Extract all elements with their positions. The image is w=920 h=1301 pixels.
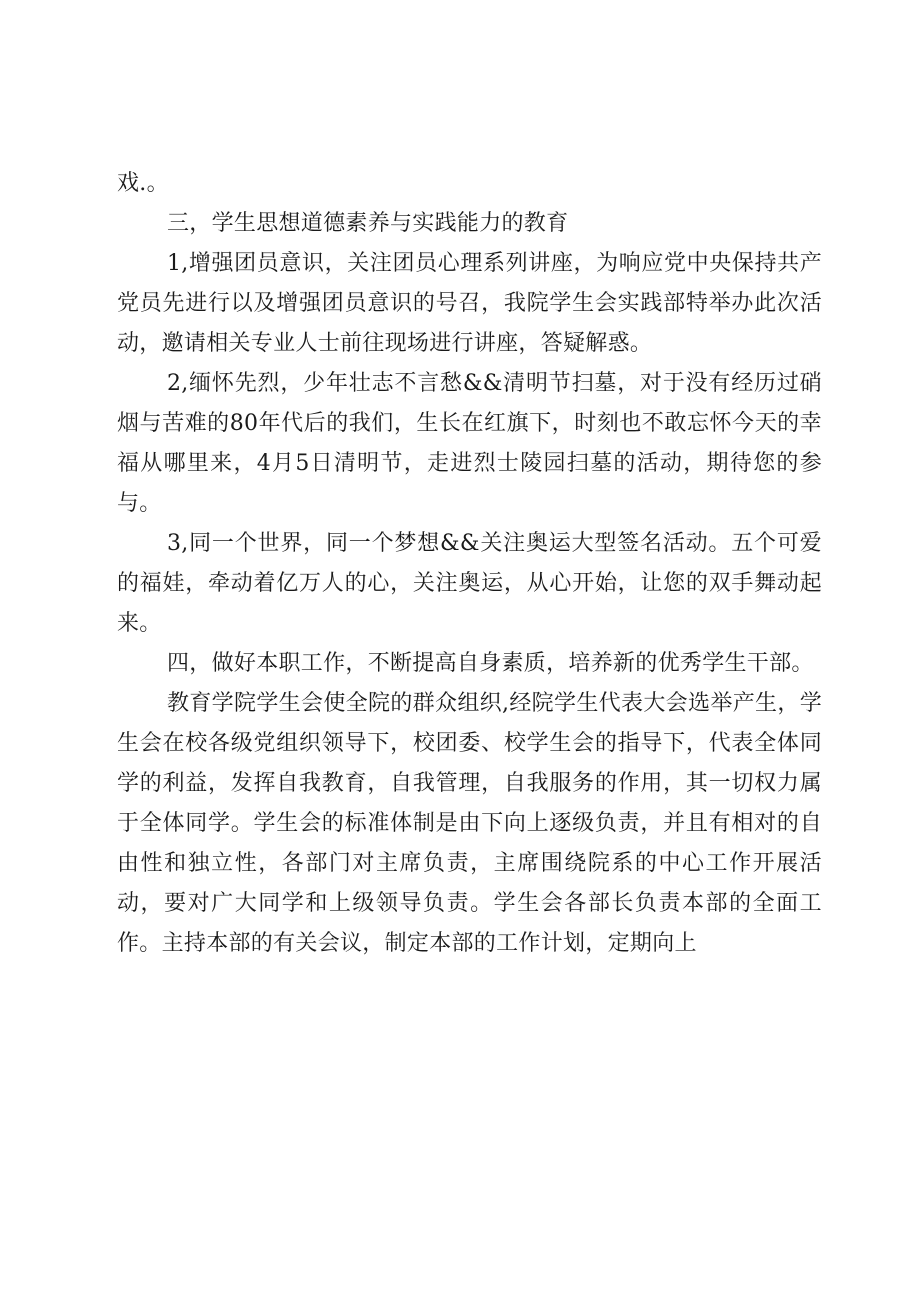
- paragraph-item-1: 1,增强团员意识，关注团员心理系列讲座，为响应党中央保持共产党员先进行以及增强团员意识的号召，我院学生会实践部特举办此次活动，邀请相关专业人士前往现场进行讲座，答疑解惑。: [117, 251, 822, 356]
- document-body: [117, 164, 822, 964]
- section-heading-three: 三，学生思想道德素养与实践能力的教育: [167, 211, 569, 236]
- paragraph-item-2: 2,缅怀先烈，少年壮志不言愁&&清明节扫墓，对于没有经历过硝烟与苦难的80年代后的我们，生长在红旗下，时刻也不敢忘怀今天的幸福从哪里来，4月5日清明节，走进烈士陵园扫墓的活动，期待您的参与。: [117, 371, 822, 516]
- paragraph-continuation: 戏.。: [117, 171, 169, 196]
- section-heading-four: 四，做好本职工作，不断提高自身素质，培养新的优秀学生干部。: [167, 651, 814, 676]
- paragraph-body: 教育学院学生会使全院的群众组织,经院学生代表大会选举产生，学生会在校各级党组织领导下，校团委、校学生会的指导下，代表全体同学的利益，发挥自我教育，自我管理，自我服务的作用，其一切权力属于全体同学。学生会的标准体制是由下向上逐级负责，并且有相对的自由性和独立性，各部门对主席负责，主席围绕院系的中心工作开展活动，要对广大同学和上级领导负责。学生会各部长负责本部的全面工作。主持本部的有关会议，制定本部的工作计划，定期向上: [117, 691, 822, 956]
- paragraph-item-3: 3,同一个世界，同一个梦想&&关注奥运大型签名活动。五个可爱的福娃，牵动着亿万人的心，关注奥运，从心开始，让您的双手舞动起来。: [117, 531, 822, 636]
